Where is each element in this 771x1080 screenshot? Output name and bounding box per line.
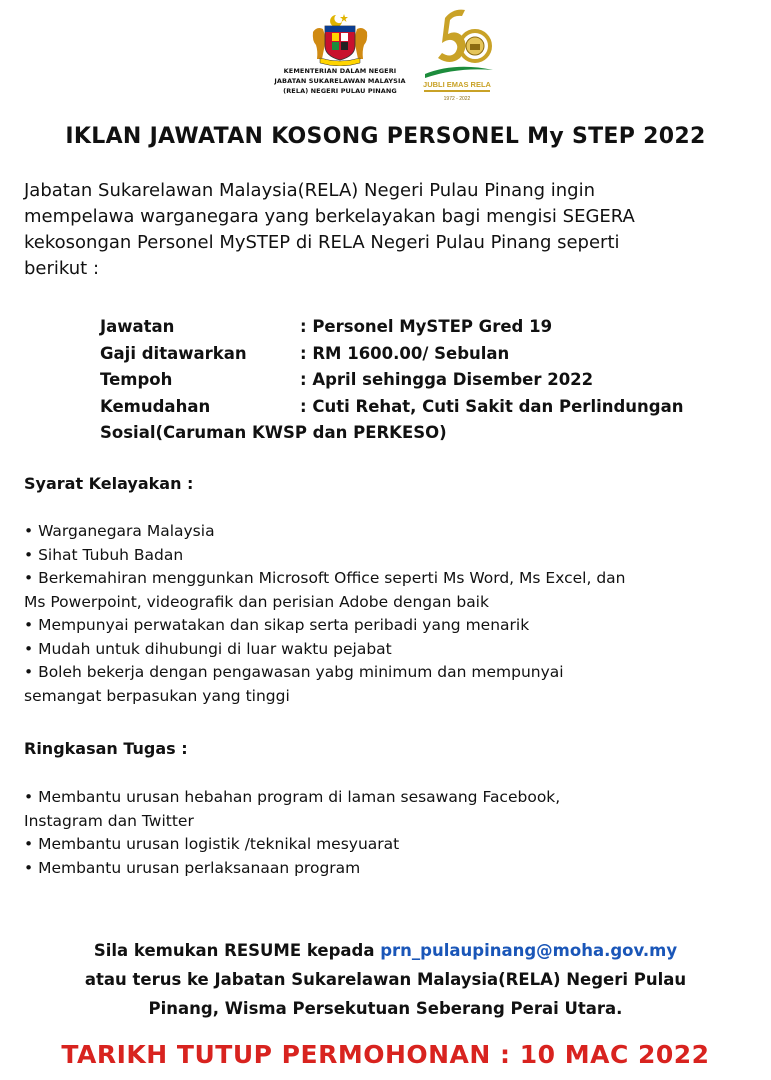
detail-value: : RM 1600.00/ Sebulan [300,343,510,363]
agency-line-state: (RELA) NEGERI PULAU PINANG [283,87,397,95]
contact-line-1 [0,936,771,965]
header [0,8,771,103]
contact-prefix: Sila kemukan RESUME kepada [93,941,381,960]
job-details [100,314,760,447]
syarat-list [24,520,764,708]
detail-row-tempoh [100,367,760,394]
list-item: • Mempunyai perwatakan dan sikap serta peribadi yang menarik [24,616,530,634]
detail-key: Kemudahan [100,396,211,416]
detail-key: Jawatan [100,317,175,336]
list-item: Instagram dan Twitter [24,811,194,830]
tugas-list [24,786,764,880]
list-item: • Membantu urusan perlaksanaan program [24,858,361,877]
detail-key: Tempoh [100,370,173,389]
list-item: • Boleh bekerja dengan pengawasan yabg minimum dan mempunyai [24,663,564,681]
detail-value-continuation: Sosial(Caruman KWSP dan PERKESO) [100,423,447,442]
page-title: IKLAN JAWATAN KOSONG PERSONEL My STEP 2022 [65,124,706,149]
intro-paragraph [24,178,754,282]
list-item: • Sihat Tubuh Badan [24,545,184,564]
detail-key: Gaji ditawarkan [100,343,247,363]
list-item: semangat berpasukan yang tinggi [24,686,290,705]
contact-line-2: atau terus ke Jabatan Sukarelawan Malaysia(RELA) Negeri Pulau [84,970,687,989]
intro-line: berikut : [24,258,100,279]
agency-line-department: JABATAN SUKARELAWAN MALAYSIA [274,77,406,85]
closing-date-banner: TARIKH TUTUP PERMOHONAN : 10 MAC 2022 [61,1040,710,1069]
syarat-title: Syarat Kelayakan : [24,474,194,493]
list-item: • Warganegara Malaysia [24,522,215,540]
email-address: prn_pulaupinang@moha.gov.my [380,941,678,960]
list-item: • Berkemahiran menggunkan Microsoft Office seperti Ms Word, Ms Excel, dan [24,569,626,587]
tugas-title: Ringkasan Tugas : [24,739,188,758]
jubli-logo-text: JUBLI EMAS RELA [423,80,491,89]
jubli-logo-years: 1972 - 2022 [443,96,471,102]
jubli-emas-50-logo [415,8,500,103]
intro-line: Jabatan Sukarelawan Malaysia(RELA) Negeri Pulau Pinang ingin [24,180,595,201]
list-item: • Membantu urusan hebahan program di laman sesawang Facebook, [24,788,561,806]
list-item: • Membantu urusan logistik /teknikal mesyuarat [24,835,400,853]
malaysia-coat-of-arms-icon [305,10,375,66]
agency-name-block [245,66,435,96]
list-item: • Mudah untuk dihubungi di luar waktu pejabat [24,639,392,658]
list-item: Ms Powerpoint, videografik dan perisian Adobe dengan baik [24,592,489,611]
detail-value: : Cuti Rehat, Cuti Sakit dan Perlindungan [300,396,684,416]
contact-line-3: Pinang, Wisma Persekutuan Seberang Perai Utara. [148,999,623,1018]
detail-row-kemudahan [100,394,760,421]
agency-line-ministry: KEMENTERIAN DALAM NEGERI [283,67,397,75]
contact-block [0,936,771,1023]
intro-line: kekosongan Personel MySTEP di RELA Negeri Pulau Pinang seperti [24,232,620,253]
detail-value: : Personel MySTEP Gred 19 [300,317,553,336]
detail-value: : April sehingga Disember 2022 [300,370,594,389]
detail-row-jawatan [100,314,760,341]
intro-line: mempelawa warganegara yang berkelayakan bagi mengisi SEGERA [24,206,635,227]
detail-row-gaji [100,341,760,368]
